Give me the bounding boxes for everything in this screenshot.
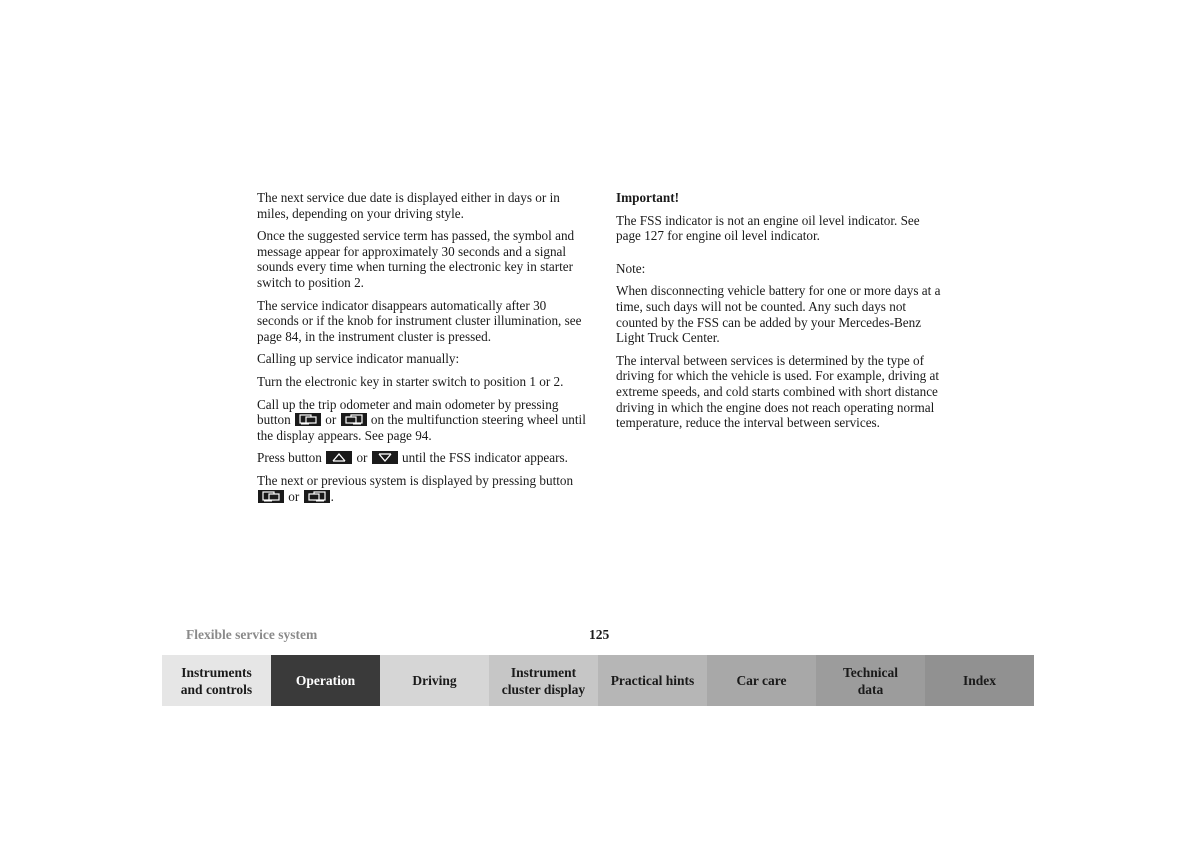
arrow-up-icon [326,451,352,464]
paragraph: The next service due date is displayed either in days or in miles, depending on your driving style. [257,190,560,221]
display-prev-icon [304,490,330,503]
important-heading: Important! [616,190,680,205]
paragraph: Turn the electronic key in starter switch to position 1 or 2. [257,373,564,389]
text: or [356,450,368,466]
paragraph [257,450,587,466]
page-number: 125 [589,627,610,642]
chapter-tab-bar [162,655,1037,706]
tab-label: Operation [295,673,356,688]
tab-label: Instruments and controls [180,664,253,697]
tab-label: Instrument cluster display [501,664,586,697]
display-next-icon [295,413,321,426]
paragraph [257,473,587,504]
tab-technical-data[interactable] [816,655,925,706]
tab-operation[interactable] [271,655,380,706]
text: . [330,488,334,504]
right-column [616,190,946,438]
tab-label: Driving [412,673,457,688]
tab-instrument-cluster-display[interactable] [489,655,598,706]
tab-label: Car care [736,673,787,688]
tab-label: Practical hints [610,673,695,688]
arrow-down-icon [372,451,398,464]
display-next-icon [258,490,284,503]
tab-driving[interactable] [380,655,489,706]
tab-instruments-and-controls[interactable] [162,655,271,706]
paragraph: Once the suggested service term has passed, the symbol and message appear for approximately 30 seconds and a signal sounds every time when turning the electronic key in starter switch to position 2. [257,228,575,290]
text: on the multifunction steering wheel until the display appears. See page 94. [257,412,586,443]
tab-index[interactable] [925,655,1034,706]
paragraph: Calling up service indicator manually: [257,351,460,367]
text: or [288,488,300,504]
section-title: Flexible service system [186,627,318,642]
paragraph [257,397,587,444]
text: until the FSS indicator appears. [402,450,568,466]
text: Call up the trip odometer and main odometer by pressing button [257,396,559,428]
tab-label: Technical data [842,664,898,697]
paragraph: The interval between services is determined by the type of driving for which the vehicle is used. For example, driving at extreme speeds, and cold starts combined with short distance driving in which the engine does not reach operating normal temperature, reduce the interval between services. [616,352,940,431]
text: or [325,412,337,428]
tab-label: Index [962,673,996,688]
left-column [257,190,587,511]
tab-car-care[interactable] [707,655,816,706]
paragraph: When disconnecting vehicle battery for one or more days at a time, such days will not be counted. Any such days not counted by the FSS can be added by your Mercedes-Benz Light Truck Center. [616,283,941,346]
tab-practical-hints[interactable] [598,655,707,706]
display-prev-icon [341,413,367,426]
paragraph: The FSS indicator is not an engine oil level indicator. See page 127 for engine oil level indicator. [616,212,920,244]
text: The next or previous system is displayed by pressing button [257,472,574,488]
note-label: Note: [616,260,646,276]
text: Press button [257,450,322,466]
paragraph: The service indicator disappears automatically after 30 seconds or if the knob for instrument cluster illumination, see page 84, in the instrument cluster is pressed. [257,297,582,344]
